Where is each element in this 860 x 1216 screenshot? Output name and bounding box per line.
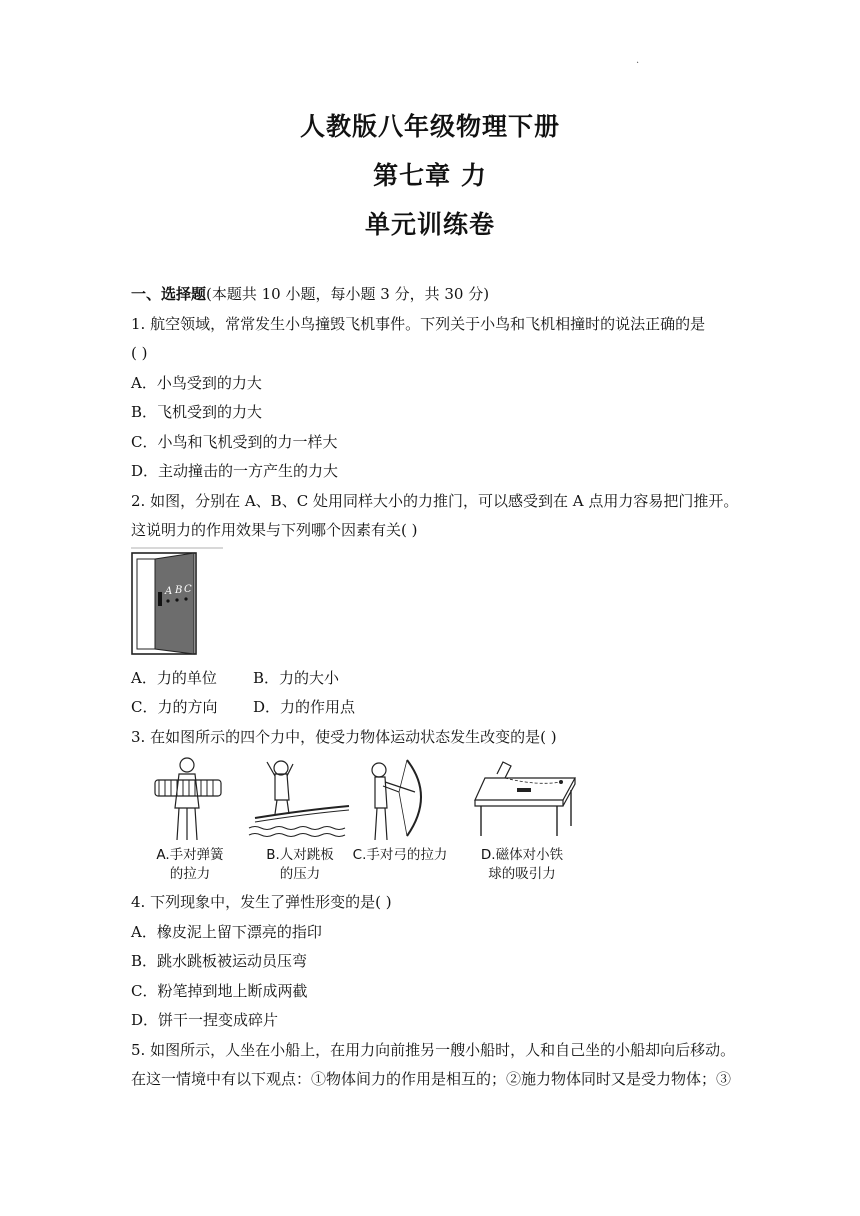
option-d: D．力的作用点 xyxy=(253,698,356,716)
caption-c xyxy=(345,846,455,865)
figure-spring xyxy=(135,756,245,884)
option-b: B．跳水跳板被运动员压弯 xyxy=(131,952,308,970)
exam-title: 单元训练卷 xyxy=(364,210,495,239)
caption-d xyxy=(467,846,577,884)
magnet-table-illustration xyxy=(467,756,577,844)
caption-line: B.人对跳板 xyxy=(266,847,334,863)
door-figure xyxy=(131,546,741,664)
question-stem-continued: 在这一情境中有以下观点：①物体间力的作用是相互的；②施力物体同时又是受力物体；③ xyxy=(131,1070,732,1088)
option-b: B．力的大小 xyxy=(253,668,340,687)
caption-line: A.手对弹簧 xyxy=(156,847,224,863)
question-2 xyxy=(131,487,741,723)
point-label-a: A xyxy=(165,585,173,597)
caption-line: C.手对弓的拉力 xyxy=(352,847,448,863)
question-stem: 2. 如图，分别在 A、B、C 处用同样大小的力推门，可以感受到在 A 点用力容易把门推开。 xyxy=(131,491,739,510)
options-row-1 xyxy=(131,664,741,694)
question-3 xyxy=(131,723,741,889)
option-c: C．力的方向 xyxy=(131,698,218,716)
question-stem: 4. 下列现象中，发生了弹性形变的是( ) xyxy=(131,893,392,911)
option-a: A．力的单位 xyxy=(131,668,217,687)
document-title: 人教版八年级物理下册 xyxy=(299,112,560,141)
chapter-title: 第七章 力 xyxy=(373,161,487,190)
diving-board-illustration xyxy=(245,756,355,844)
point-label-c: C xyxy=(184,583,192,595)
question-stem: 5. 如图所示，人坐在小船上，在用力向前推另一艘小船时，人和自己坐的小船却向后移动。 xyxy=(131,1040,736,1059)
caption-line: 球的吸引力 xyxy=(488,866,556,882)
page-mark: · xyxy=(636,58,640,69)
door-illustration xyxy=(131,546,231,660)
option-c: C．小鸟和飞机受到的力一样大 xyxy=(131,432,338,451)
option-a: A．小鸟受到的力大 xyxy=(131,373,262,392)
question-4 xyxy=(131,888,741,1036)
question-stem: 3. 在如图所示的四个力中，使受力物体运动状态发生改变的是( ) xyxy=(131,727,557,746)
point-label-b: B xyxy=(175,584,183,596)
section-heading xyxy=(131,280,741,310)
section-note: (本题共 10 小题，每小题 3 分，共 30 分) xyxy=(206,285,490,303)
force-figures xyxy=(131,756,741,888)
figure-diving-board xyxy=(245,756,355,884)
caption-line: D.磁体对小铁 xyxy=(480,847,564,863)
caption-line: 的压力 xyxy=(279,866,321,882)
option-a: A．橡皮泥上留下漂亮的指印 xyxy=(131,922,322,941)
option-b: B．飞机受到的力大 xyxy=(131,403,263,421)
question-5 xyxy=(131,1036,741,1095)
caption-line: 的拉力 xyxy=(169,866,211,882)
option-d: D．饼干一捏变成碎片 xyxy=(131,1011,279,1029)
caption-b xyxy=(245,846,355,884)
figure-magnet xyxy=(467,756,577,884)
question-stem-continued: 这说明力的作用效果与下列哪个因素有关( ) xyxy=(131,521,418,539)
spring-illustration xyxy=(135,756,245,844)
answer-bracket: ( ) xyxy=(131,344,148,362)
options-row-2 xyxy=(131,693,741,723)
section-label: 一、选择题 xyxy=(131,285,207,303)
figure-bow xyxy=(345,756,455,865)
bow-illustration xyxy=(345,756,455,844)
question-stem: 1. 航空领域，常常发生小鸟撞毁飞机事件。下列关于小鸟和飞机相撞时的说法正确的是 xyxy=(131,314,706,333)
caption-a xyxy=(135,846,245,884)
option-d: D．主动撞击的一方产生的力大 xyxy=(131,462,339,480)
option-c: C．粉笔掉到地上断成两截 xyxy=(131,981,308,1000)
question-1 xyxy=(131,310,741,487)
question-content xyxy=(131,280,741,1095)
